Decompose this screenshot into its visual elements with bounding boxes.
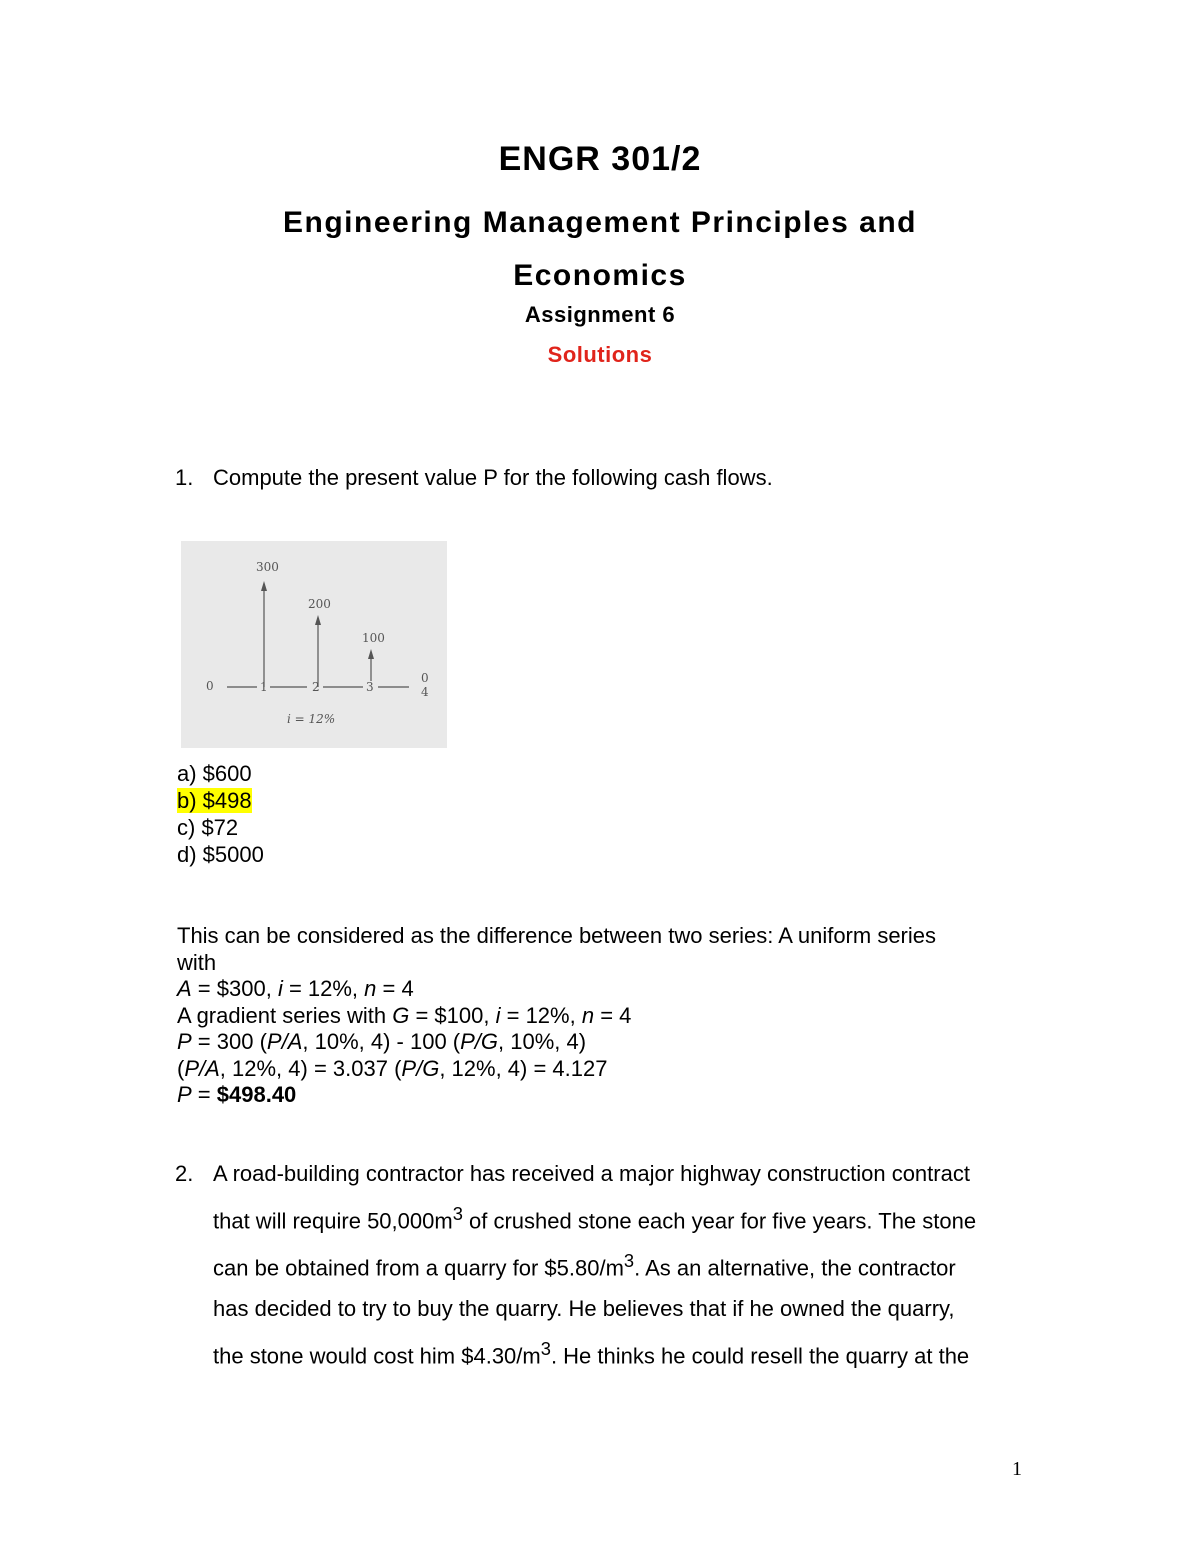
assignment-title: Assignment 6 bbox=[524, 302, 676, 327]
arrowhead-100 bbox=[368, 649, 374, 659]
label-t1: 1 bbox=[260, 680, 268, 694]
question-text: Compute the present value P for the following cash flows. bbox=[213, 465, 773, 490]
arrowhead-300 bbox=[261, 581, 267, 591]
solution-line: This can be considered as the difference between two series: A uniform series bbox=[177, 923, 937, 948]
label-t2: 2 bbox=[312, 680, 320, 694]
solution-line: (P/A, 12%, 4) = 3.037 (P/G, 12%, 4) = 4.127 bbox=[177, 1055, 608, 1081]
solution-text bbox=[177, 923, 1037, 1109]
solution-answer: P = $498.40 bbox=[177, 1082, 297, 1107]
course-code: ENGR 301/2 bbox=[498, 140, 702, 178]
option-d: d) $5000 bbox=[177, 842, 264, 867]
option-b-correct: b) $498 bbox=[177, 788, 252, 813]
solutions-label: Solutions bbox=[547, 342, 653, 367]
solution-line: with bbox=[177, 949, 217, 975]
solution-line: A gradient series with G = $100, i = 12%, n = 4 bbox=[177, 1002, 632, 1028]
course-name-line1: Engineering Management Principles and bbox=[283, 206, 917, 239]
question-number: 2. bbox=[175, 1161, 194, 1186]
course-name bbox=[0, 196, 1200, 302]
label-rate: i = 12% bbox=[287, 712, 336, 726]
option-a: a) $600 bbox=[177, 761, 252, 786]
question-text: A road-building contractor has received a major highway construction contract that will require $50,000m^3$ of crushed stone each year for five years. The stone can be obtained from a quarry for $\$5.80/m^3$. As an alternative, the contractor has decided to try to buy the quarry. He believes that if he owned the quarry, the stone would cost him $\$4.30/m^3$. He thinks he could resell the quarry at the bbox=[213, 1161, 977, 1368]
label-t3: 3 bbox=[366, 680, 374, 694]
label-200: 200 bbox=[308, 597, 331, 611]
page-number: 1 bbox=[1012, 1458, 1022, 1480]
answer-options bbox=[177, 760, 264, 868]
label-t4-value: 0 bbox=[421, 671, 429, 685]
solution-line: A = $300, i = 12%, n = 4 bbox=[177, 976, 414, 1001]
arrowhead-200 bbox=[315, 615, 321, 625]
question-number: 1. bbox=[175, 465, 194, 490]
course-name-line2: Economics bbox=[513, 259, 687, 292]
option-c: c) $72 bbox=[177, 815, 239, 840]
label-100: 100 bbox=[362, 631, 385, 645]
label-300: 300 bbox=[256, 560, 279, 574]
label-t4: 4 bbox=[421, 685, 429, 699]
label-t0: 0 bbox=[206, 679, 214, 693]
cash-flow-diagram bbox=[181, 541, 447, 748]
solution-line: P = 300 (P/A, 10%, 4) - 100 (P/G, 10%, 4) bbox=[177, 1029, 587, 1054]
question-2 bbox=[175, 1154, 1055, 1368]
